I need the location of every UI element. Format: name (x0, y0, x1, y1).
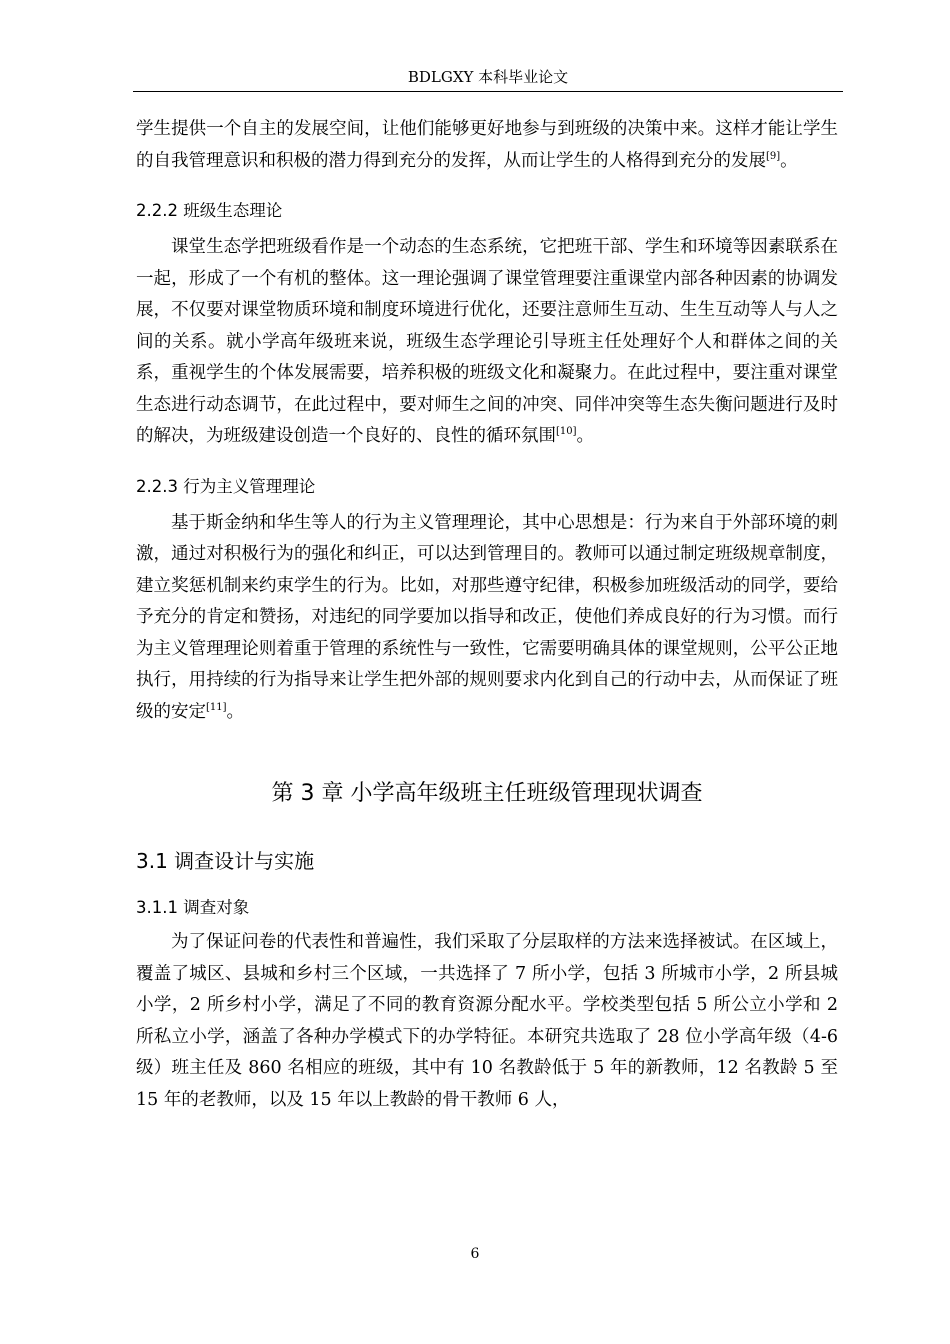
paragraph-tail: 。 (576, 426, 595, 446)
citation-ref: [10] (556, 426, 577, 437)
paragraph-behaviorism (136, 508, 838, 729)
paragraph-text: 学生提供一个自主的发展空间，让他们能够更好地参与到班级的决策中来。这样才能让学生的自我管理意识和积极的潜力得到充分的发挥，从而让学生的人格得到充分的发展 (136, 119, 838, 171)
chapter-title: 第 3 章 小学高年级班主任班级管理现状调查 (271, 781, 703, 806)
subsection-heading-3-1-1: 3.1.1 调查对象 (136, 898, 250, 917)
paragraph-tail: 。 (780, 150, 798, 171)
subsection-heading-2-2-3: 2.2.3 行为主义管理理论 (136, 476, 316, 496)
paragraph-text: 基于斯金纳和华生等人的行为主义管理理论，其中心思想是：行为来自于外部环境的刺激，通过对积极行为的强化和纠正，可以达到管理目的。教师可以通过制定班级规章制度，建立奖惩机制来约束学生的行为。比如，对那些遵守纪律，积极参加班级活动的同学，要给予充分的肯定和赞扬，对违纪的同学要加以指导和改正，使他们养成良好的行为习惯。而行为主义管理理论则着重于管理的系统性与一致性，它需要明确具体的课堂规则，公平公正地执行，用持续的行为指导来让学生把外部的规则要求内化到自己的行动中去，从而保证了班级的安定 (136, 512, 838, 722)
paragraph-continued (136, 114, 838, 177)
citation-ref: [9] (766, 150, 781, 162)
page-number: 6 (470, 1246, 480, 1262)
paragraph-survey-subjects (136, 927, 838, 1116)
page-content (136, 114, 838, 1116)
paragraph-text: 课堂生态学把班级看作是一个动态的生态系统，它把班干部、学生和环境等因素联系在一起，形成了一个有机的整体。这一理论强调了课堂管理要注重课堂内部各种因素的协调发展，不仅要对课堂物质环境和制度环境进行优化，还要注意师生互动、生生互动等人与人之间的关系。就小学高年级班来说，班级生态学理论引导班主任处理好个人和群体之间的关系，重视学生的个体发展需要，培养积极的班级文化和凝聚力。在此过程中，要注重对课堂生态进行动态调节，在此过程中，要对师生之间的冲突、同伴冲突等生态失衡问题进行及时的解决，为班级建设创造一个良好的、良性的循环氛围 (136, 237, 838, 446)
subsection-heading-2-2-2: 2.2.2 班级生态理论 (136, 201, 283, 220)
running-header: BDLGXY 本科毕业论文 (407, 68, 569, 86)
paragraph-text: 为了保证问卷的代表性和普遍性，我们采取了分层取样的方法来选择被试。在区域上，覆盖了城区、县城和乡村三个区域，一共选择了 7 所小学，包括 3 所城市小学，2 所县城小学，2 所乡村小学，满足了不同的教育资源分配水平。学校类型包括 5 所公立小学和 2 所私立小学，涵盖了各种办学模式下的办学特征。本研究共选取了 28 位小学高年级（4-6 级）班主任及 860 名相应的班级，其中有 10 名教龄低于 5 年的新教师，12 名教龄 5 至 15 年的老教师，以及 15 年以上教龄的骨干教师 6 人， (136, 932, 838, 1110)
paragraph-ecology (136, 232, 838, 453)
header-rule (133, 91, 843, 92)
section-heading-3-1: 3.1 调查设计与实施 (136, 849, 315, 873)
citation-ref: [11] (206, 701, 227, 713)
paragraph-tail: 。 (226, 701, 245, 722)
